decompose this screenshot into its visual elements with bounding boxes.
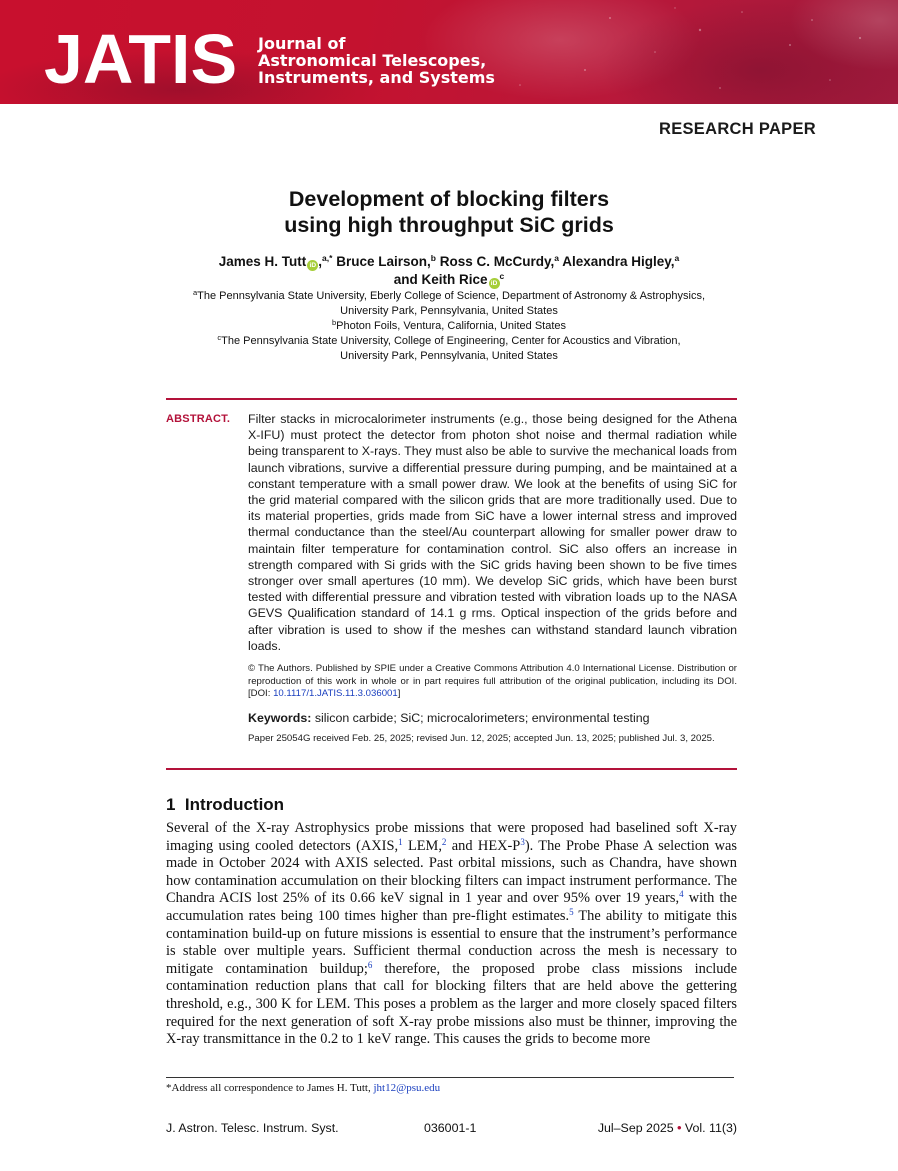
journal-name-line: Journal of [258, 34, 346, 53]
citation-link[interactable]: 3 [520, 836, 525, 847]
footer-volume: Vol. 11(3) [684, 1121, 737, 1135]
section-title: Introduction [184, 795, 285, 814]
affiliation-line [0, 289, 898, 304]
paragraph-text: Several of the X-ray Astrophysics probe missions that were proposed had baselined soft X-ray imaging using cooled detectors (AXIS, [166, 820, 737, 854]
author-affiliation-sup: a [674, 253, 680, 263]
abstract-text: Filter stacks in microcalorimeter instruments (e.g., those being designed for the Athena X-IFU) must protect the detector from photon shot noise and thermal radiation while being transparent to X-rays. They must also be able to survive the mechanical loads from launch vibrations, survive a differential pressure during pumping, and be maintained at a constant temperature with a small power draw. We look at the benefits of using SiC for the grid material compared with the silicon grids that are more traditionally used. Due to its material properties, grids made from SiC have a lower internal stress and improved thermal conductance than the steel/Au counterpart allowing for smaller power draw to maintain filter temperature for contamination control. SiC also offers an increase in strength compared with Si grids with the SiC grids having been shown to be five times stronger over small apertures (10 mm). We develop SiC grids, which have been burst tested with differential pressure and vibration tested with vibration loads up to the NASA GEVS Qualification standard of 14.1 g rms. Optical inspection of the grids before and after vibration is used to show if the meshes can withstand standard launch vibration loads. [248, 412, 737, 653]
citation-link[interactable]: 5 [569, 906, 574, 917]
paper-type-label: RESEARCH PAPER [658, 120, 816, 138]
abstract-top-rule [166, 398, 737, 400]
section-heading [166, 795, 284, 815]
footer-page: 036001-1 [424, 1121, 477, 1135]
journal-name-line: Astronomical Telescopes, [258, 51, 487, 70]
affiliation-line: University Park, Pennsylvania, United States [340, 350, 558, 362]
paragraph-text: therefore, the proposed probe class missions include contamination reduction plans that call for blocking filters that are held above the gettering threshold, e.g., 300 K for LEM. This poses a problem as the larger and more closely spaced filters required for the next generation of soft X-ray probe missions also must be thinner, improving the X-ray transmittance in the 0.2 to 1 keV range. This causes the grids to become more [166, 960, 737, 1048]
citation-link[interactable]: 4 [679, 889, 684, 900]
paragraph-text: The ability to mitigate this contamination build-up on future missions is essential to ensure that the instrument’s performance is stable over multiple years. Sufficient thermal conduction across the mesh is necessary to mitigate contamination buildup; [166, 907, 737, 977]
affiliation-sup: c [217, 333, 222, 342]
bullet-icon: • [677, 1121, 682, 1135]
email-link[interactable]: jht12@psu.edu [373, 1082, 441, 1094]
section-number: 1 [166, 795, 176, 814]
author-name[interactable]: Alexandra Higley, [562, 254, 675, 269]
affiliation-text: The Pennsylvania State University, College of Engineering, Center for Acoustics and Vibration, [221, 335, 681, 347]
footnote-rule [166, 1077, 734, 1078]
journal-name [258, 35, 495, 86]
keywords-text: silicon carbide; SiC; microcalorimeters; environmental testing [314, 711, 650, 725]
footnote-text: *Address all correspondence to James H. Tutt, [166, 1082, 374, 1094]
title-line: using high throughput SiC grids [284, 213, 614, 237]
affiliation-sup: b [331, 318, 337, 327]
orcid-icon[interactable]: iD [489, 278, 500, 289]
footer-issue [598, 1121, 737, 1135]
journal-name-line: Instruments, and Systems [258, 68, 495, 87]
affiliation-text: Photon Foils, Ventura, California, United States [336, 320, 567, 332]
affiliation-line [0, 319, 898, 334]
correspondence-footnote [166, 1082, 440, 1094]
affiliations [0, 289, 898, 364]
orcid-icon[interactable]: iD [307, 260, 318, 271]
affiliation-text: The Pennsylvania State University, Eberly College of Science, Department of Astronomy & Astrophysics, [197, 290, 706, 302]
author-line: James H. Tutt iD ,$^{a,*}$ Bruce Lairson,$^b$ Ross C. McCurdy,$^a$ Alexandra Higley,$^a$ [218, 253, 680, 269]
author-line [0, 271, 898, 289]
citation-link[interactable]: 2 [441, 836, 447, 847]
paragraph-text: and HEX-P [446, 837, 521, 854]
journal-banner [0, 0, 898, 104]
author-name[interactable]: James H. Tutt [218, 254, 307, 269]
license-end: ] [397, 688, 401, 699]
citation-link[interactable]: 6 [367, 959, 373, 970]
author-name[interactable]: Ross C. McCurdy, [439, 254, 555, 269]
citation-link[interactable]: 1 [398, 836, 403, 847]
title-line: Development of blocking filters [288, 187, 610, 211]
footer-journal: J. Astron. Telesc. Instrum. Syst. [166, 1121, 339, 1135]
affiliation-line [0, 334, 898, 349]
license-text: © The Authors. Published by SPIE under a Creative Commons Attribution 4.0 International License. Distribution or reproduction of this work in whole or in part requires full attribution of the original publication, including its DOI. [DOI: [248, 663, 737, 699]
author-name[interactable]: and Keith Rice [393, 272, 488, 287]
author-affiliation-sup: b [430, 253, 436, 263]
paragraph-text: with the accumulation rates being 100 times higher than pre-flight estimates. [166, 890, 737, 924]
received-dates: Paper 25054G received Feb. 25, 2025; revised Jun. 12, 2025; accepted Jun. 13, 2025; published Jul. 3, 2025. [248, 733, 715, 744]
paragraph-text: ). The Probe Phase A selection was made in October 2024 with AXIS selected. Past orbital missions, such as Chandra, have shown how contamination accumulation on their blocking filters can impact instrument performance. The Chandra ACIS lost 25% of its 0.66 keV signal in 1 year and over 95% over 19 years, [166, 837, 737, 907]
keywords [248, 710, 737, 726]
doi-link[interactable]: 10.1117/1.JATIS.11.3.036001 [273, 688, 398, 699]
author-list [0, 253, 898, 289]
keywords-label: Keywords: [248, 711, 312, 725]
abstract-bottom-rule [166, 768, 737, 770]
paragraph-text: LEM, [402, 837, 442, 854]
introduction-text [166, 820, 737, 1049]
affiliation-line: University Park, Pennsylvania, United States [340, 305, 558, 317]
author-affiliation-sup: a [554, 253, 559, 263]
footer-date: Jul–Sep 2025 [597, 1121, 674, 1135]
author-affiliation-sup: a,* [322, 253, 333, 263]
abstract-label: ABSTRACT. [166, 413, 231, 425]
paper-title [0, 186, 898, 238]
license-notice [248, 663, 737, 701]
affiliation-sup: a [192, 288, 198, 297]
jatis-logo: JATIS [44, 20, 238, 98]
author-name[interactable]: Bruce Lairson, [336, 254, 431, 269]
author-affiliation-sup: c [499, 271, 505, 281]
